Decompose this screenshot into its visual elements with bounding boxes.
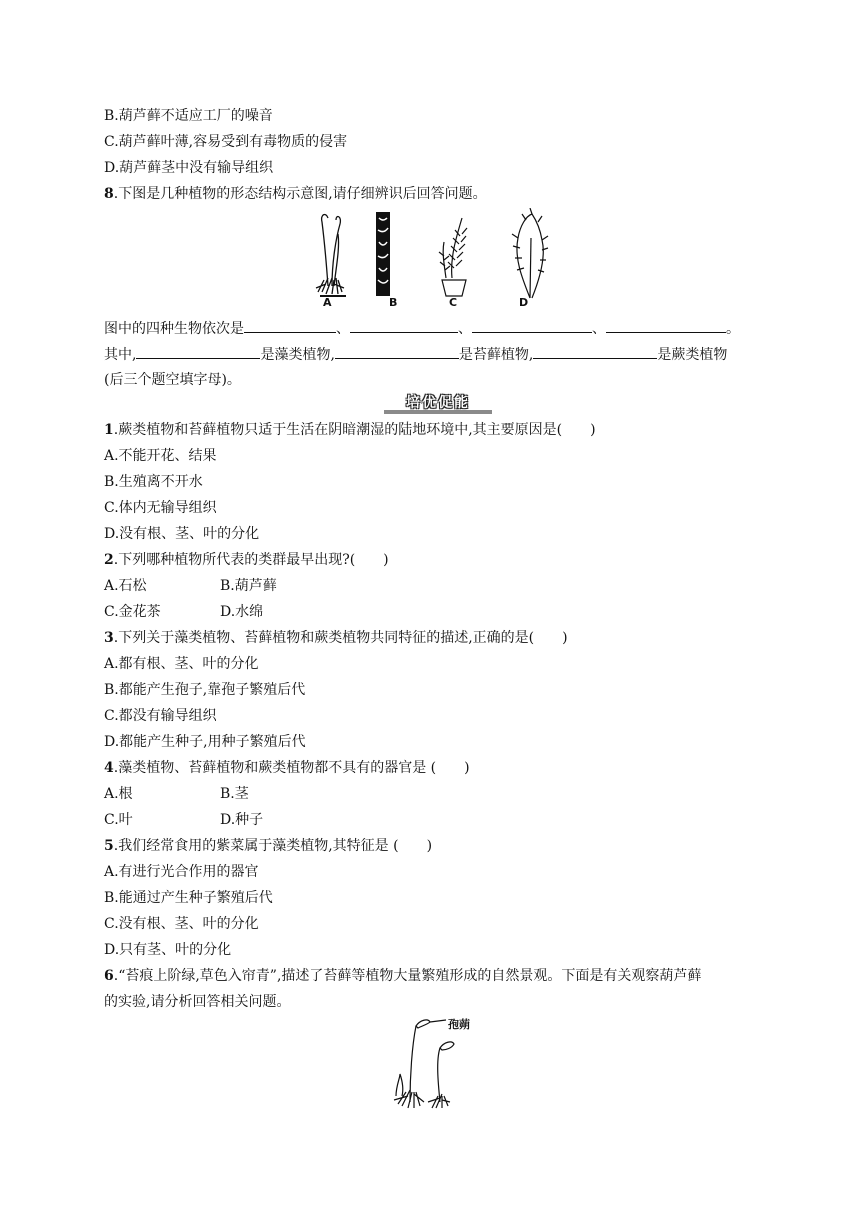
answer-blank-moss[interactable]: [335, 344, 459, 359]
close-paren: ): [464, 760, 470, 776]
option-a: A.根: [104, 786, 133, 802]
answer-blank-fern[interactable]: [533, 344, 657, 359]
option-c: C.体内无输导组织: [104, 500, 217, 516]
question-number: 8: [104, 186, 114, 202]
option-a: A.都有根、茎、叶的分化: [104, 656, 259, 672]
q8-algae-text: 是藻类植物,: [260, 347, 335, 363]
question-6-continued: 的实验,请分析回答相关问题。: [104, 994, 291, 1010]
option-d: D.水绵: [220, 604, 264, 620]
question-text: .“苔痕上阶绿,草色入帘青”,描述了苔藓等植物大量繁殖形成的自然景观。下面是有关观察葫芦藓: [113, 968, 702, 984]
close-paren: ): [383, 552, 389, 568]
plants-figure: [310, 208, 560, 312]
question-text: .藻类植物、苔藓植物和蕨类植物都不具有的器官是 (: [113, 760, 437, 776]
option-c: C.没有根、茎、叶的分化: [104, 916, 259, 932]
plant-c-illustration: [439, 218, 467, 296]
option-c: C.金花茶: [104, 604, 161, 620]
separator: 、: [458, 321, 472, 337]
separator: 、: [336, 321, 350, 337]
q8-blanks-line: [104, 318, 740, 339]
answer-blank-4[interactable]: [606, 318, 726, 333]
option-b: B.都能产生孢子,靠孢子繁殖后代: [104, 682, 306, 698]
moss-illustration: [384, 1016, 494, 1116]
q8-classify-line: [104, 344, 727, 365]
section-banner: [384, 392, 492, 414]
question-3: [104, 628, 568, 648]
question-1: [104, 420, 596, 440]
answer-blank-1[interactable]: [244, 318, 336, 333]
question-text: .我们经常食用的紫菜属于藻类植物,其特征是 (: [113, 838, 399, 854]
moss-figure: [384, 1016, 494, 1116]
question-number: 4: [104, 760, 114, 776]
option-b: B.葫芦藓: [220, 578, 277, 594]
option-a: A.有进行光合作用的器官: [104, 864, 259, 880]
close-paren: ): [426, 838, 433, 854]
option-b: B.葫芦藓不适应工厂的噪音: [104, 108, 273, 124]
option-d: D.没有根、茎、叶的分化: [104, 526, 260, 542]
option-b: B.能通过产生种子繁殖后代: [104, 890, 273, 906]
q8-line1-prefix: 图中的四种生物依次是: [104, 321, 244, 337]
question-number: 1: [104, 422, 114, 438]
question-number: 3: [104, 630, 114, 646]
option-a: A.不能开花、结果: [104, 448, 217, 464]
question-number: 5: [104, 838, 114, 854]
capsule-label: 孢蒴: [448, 1018, 470, 1031]
option-d: D.只有茎、叶的分化: [104, 942, 232, 958]
answer-blank-algae[interactable]: [136, 344, 260, 359]
option-c: C.葫芦藓叶薄,容易受到有毒物质的侵害: [104, 134, 348, 150]
period: 。: [726, 321, 740, 337]
separator: 、: [592, 321, 606, 337]
option-b: B.茎: [220, 786, 249, 802]
figure-label-b: B: [389, 296, 398, 309]
figure-label-c: C: [449, 296, 458, 309]
option-a: A.石松: [104, 578, 147, 594]
plant-a-illustration: [316, 215, 346, 296]
question-4: [104, 758, 470, 778]
question-5: [104, 836, 432, 856]
question-number: 2: [104, 552, 114, 568]
option-c: C.都没有输导组织: [104, 708, 217, 724]
q8-fern-text: 是蕨类植物: [657, 347, 728, 363]
q8-note: (后三个题空填字母)。: [104, 372, 241, 388]
option-b: B.生殖离不开水: [104, 474, 203, 490]
question-text: .下列关于藻类植物、苔藓植物和蕨类植物共同特征的描述,正确的是(: [113, 630, 535, 646]
question-2: [104, 550, 389, 570]
option-d: D.葫芦藓茎中没有输导组织: [104, 160, 274, 176]
q8-line2-prefix: 其中,: [104, 347, 137, 363]
question-number: 6: [104, 968, 114, 984]
q8-moss-text: 是苔藓植物,: [458, 347, 534, 363]
answer-blank-2[interactable]: [350, 318, 458, 333]
question-text: .下列哪种植物所代表的类群最早出现?(: [113, 552, 356, 568]
question-text: .下图是几种植物的形态结构示意图,请仔细辨识后回答问题。: [113, 186, 487, 202]
banner-title: 培优促能: [406, 395, 470, 411]
option-c: C.叶: [104, 812, 133, 828]
answer-blank-3[interactable]: [472, 318, 592, 333]
question-6: [104, 966, 701, 986]
figure-label-d: D: [519, 296, 529, 309]
option-d: D.种子: [220, 812, 264, 828]
question-8: [104, 184, 487, 204]
plant-d-illustration: [512, 208, 548, 298]
figure-label-a: A: [323, 296, 332, 309]
close-paren: ): [590, 422, 596, 438]
option-d: D.都能产生种子,用种子繁殖后代: [104, 734, 306, 750]
close-paren: ): [562, 630, 568, 646]
plant-b-illustration: [376, 212, 390, 296]
question-text: .蕨类植物和苔藓植物只适于生活在阴暗潮湿的陆地环境中,其主要原因是(: [113, 422, 563, 438]
